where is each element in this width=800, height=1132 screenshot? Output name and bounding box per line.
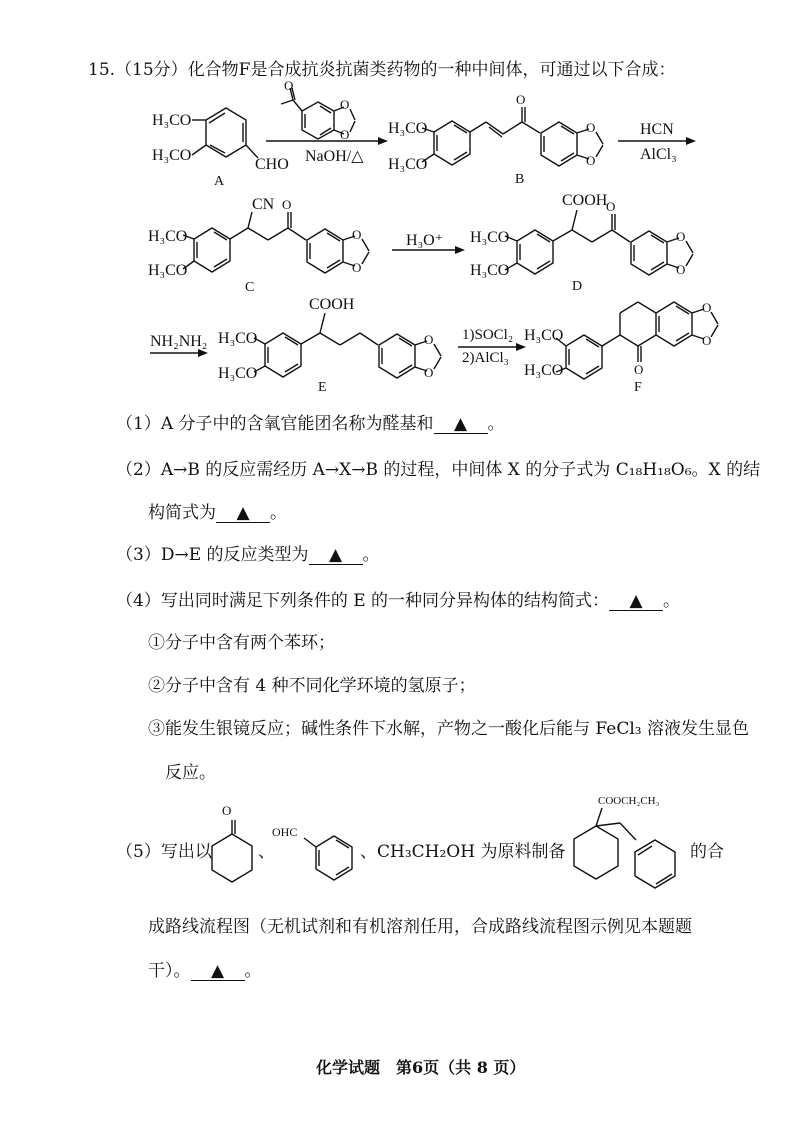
question-5-line3: 干）。 ▲ 。 — [148, 961, 262, 981]
question-5-pre: （5）写出以 — [116, 842, 212, 862]
compound-e-structure — [254, 313, 441, 378]
condition-2: ②分子中含有 4 种不同化学环境的氢原子； — [148, 676, 476, 696]
answer-blank-4[interactable]: ▲ — [609, 593, 663, 611]
compound-f-o1: O — [702, 300, 712, 315]
question-2-line2: 构简式为 ▲ 。 — [148, 503, 287, 523]
compound-e-o1: O — [424, 332, 434, 347]
compound-b-label: B — [515, 172, 525, 187]
condition-3-line1: ③能发生银镜反应；碱性条件下水解，产物之一酸化后能与 FeCl₃ 溶液发生显色 — [148, 719, 749, 739]
reagent-ef-top: 1)SOCl₂ — [462, 327, 514, 343]
compound-c-meo-top: H₃CO — [148, 228, 188, 245]
reagent-cd-top: H₃O⁺ — [406, 232, 444, 249]
condition-3-line2: 反应。 — [165, 763, 216, 783]
benzaldehyde-ohc: OHC — [272, 825, 298, 839]
question-4: （4）写出同时满足下列条件的 E 的一种同分异构体的结构简式： ▲ 。 — [116, 591, 681, 611]
compound-c-structure — [183, 212, 369, 273]
compound-f-carbonyl-o: O — [634, 362, 644, 377]
compound-c-cn: CN — [252, 196, 275, 213]
compound-a-cho: CHO — [255, 156, 289, 173]
reagent-ketone-o2: O — [340, 127, 350, 142]
compound-d-cooh: COOH — [562, 192, 608, 209]
question-number: 15. — [88, 60, 116, 80]
question-1: （1）A 分子中的含氧官能团名称为醛基和 ▲ 。 — [116, 414, 505, 434]
compound-f-meo-top: H₃CO — [524, 327, 564, 344]
target-product-structure — [574, 808, 675, 888]
compound-f-o2: O — [702, 333, 712, 348]
page-footer: 化学试题 第6页（共 8 页） — [316, 1058, 526, 1077]
compound-c-o2: O — [352, 260, 362, 275]
question-5-line2: 成路线流程图（无机试剂和有机溶剂任用，合成路线流程图示例见本题题 — [148, 917, 692, 937]
compound-c-o1: O — [352, 227, 362, 242]
compound-c-label: C — [245, 280, 255, 295]
compound-b-meo-bottom: H₃CO — [388, 156, 428, 173]
compound-a-structure — [192, 108, 258, 158]
question-5-sep2: 、CH₃CH₂OH 为原料制备 — [360, 842, 566, 862]
compound-d-meo-bottom: H₃CO — [470, 262, 510, 279]
compound-d-meo-top: H₃CO — [470, 229, 510, 246]
reagent-de-top: NH₂NH₂ — [150, 333, 208, 350]
compound-d-structure — [505, 210, 693, 275]
compound-b-o2: O — [586, 153, 596, 168]
compound-c-carbonyl-o: O — [282, 197, 292, 212]
question-points: （15分） — [115, 60, 188, 80]
compound-d-carbonyl-o: O — [606, 199, 616, 214]
question-3: （3）D→E 的反应类型为 ▲ 。 — [116, 545, 380, 565]
compound-c-meo-bottom: H₃CO — [148, 262, 188, 279]
compound-f-label: F — [634, 380, 642, 395]
answer-blank-2[interactable]: ▲ — [216, 505, 270, 523]
compound-e-meo-bottom: H₃CO — [218, 365, 258, 382]
target-ester-group: COOCH₂CH₃ — [598, 795, 660, 807]
question-2-line1: （2）A→B 的反应需经历 A→X→B 的过程，中间体 X 的分子式为 C₁₈H₁₈O₆。X 的结 — [116, 460, 761, 480]
compound-a-meo-top: H₃CO — [152, 112, 192, 129]
reagent-ef-bottom: 2)AlCl₃ — [462, 350, 509, 366]
reagent-bc-top: HCN — [640, 121, 674, 138]
compound-b-meo-top: H₃CO — [388, 120, 428, 137]
condition-1: ①分子中含有两个苯环； — [148, 633, 335, 653]
compound-a-label: A — [214, 174, 225, 189]
reagent-bc-bottom: AlCl₃ — [640, 146, 677, 163]
compound-e-label: E — [318, 380, 327, 395]
compound-d-label: D — [572, 279, 583, 294]
compound-f-meo-bottom: H₃CO — [524, 362, 564, 379]
answer-blank-3[interactable]: ▲ — [309, 547, 363, 565]
compound-d-o1: O — [676, 229, 686, 244]
compound-e-o2: O — [424, 365, 434, 380]
question-5-post: 的合 — [690, 842, 724, 862]
compound-a-meo-bottom: H₃CO — [152, 147, 192, 164]
question-intro: 化合物F是合成抗炎抗菌类药物的一种中间体，可通过以下合成： — [187, 60, 676, 80]
cyclohexanone-structure — [212, 820, 252, 882]
compound-e-cooh: COOH — [309, 296, 355, 313]
question-5-sep1: 、 — [258, 842, 275, 862]
reagent-ketone-o1: O — [340, 97, 350, 112]
answer-blank-1[interactable]: ▲ — [434, 416, 488, 434]
answer-blank-5[interactable]: ▲ — [191, 963, 245, 981]
compound-e-meo-top: H₃CO — [218, 330, 258, 347]
reagent-ketone-carbonyl-o: O — [284, 78, 294, 93]
benzaldehyde-structure — [304, 836, 352, 880]
reagent-ab-below: NaOH/△ — [305, 148, 364, 165]
compound-b-carbonyl-o: O — [516, 92, 526, 107]
compound-d-o2: O — [676, 262, 686, 277]
compound-b-o1: O — [586, 120, 596, 135]
cyclohexanone-o: O — [222, 803, 232, 818]
compound-b-structure — [422, 107, 603, 166]
